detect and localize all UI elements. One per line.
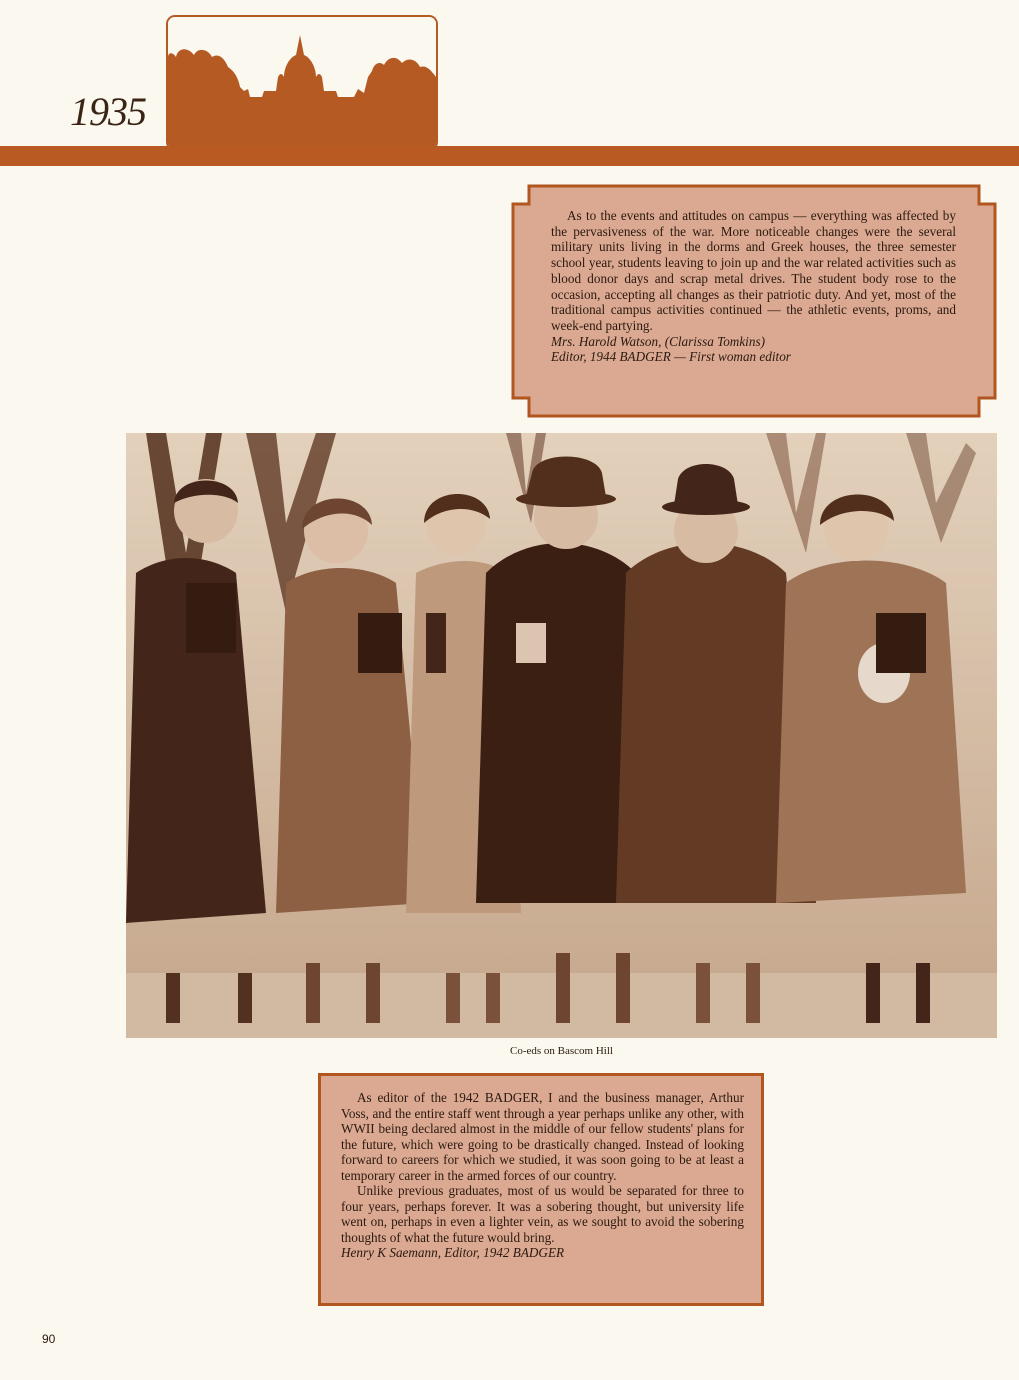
coeds-photo [126, 433, 997, 1038]
page-number: 90 [42, 1332, 56, 1346]
top-quote-box [511, 184, 997, 418]
top-quote-body: As to the events and attitudes on campus — everything was affected by the pervasiveness of the war. More noticeable changes were the several military units living in the dorms and Greek houses, the three semester school year, students leaving to join up and the war related activities such as blood donor days and scrap metal drives. The student body rose to the occasion, accepting all changes as their patriotic duty. And yet, most of the traditional campus activities continued — the athletic events, proms, and week-end partying. [551, 208, 956, 333]
bottom-quote-signature: Henry K Saemann, Editor, 1942 BADGER [341, 1245, 565, 1260]
capitol-silhouette-icon [168, 17, 436, 149]
capitol-emblem [166, 15, 438, 151]
top-quote-signature-title: Editor, 1944 BADGER — First woman editor [551, 349, 791, 365]
photo-illustration [126, 433, 997, 1038]
year-heading: 1935 [70, 89, 146, 134]
photo-caption: Co-eds on Bascom Hill [510, 1045, 613, 1057]
bottom-quote-box [318, 1073, 764, 1306]
top-quote-signature-name: Mrs. Harold Watson, (Clarissa Tomkins) [551, 333, 765, 349]
header-band [0, 146, 1019, 166]
bottom-quote-para-1: As editor of the 1942 BADGER, I and the business manager, Arthur Voss, and the entire staff went through a year perhaps unlike any other, with WWII being declared almost in the middle of our fellow students' plans for the future, which were going to be drastically changed. Instead of looking forward to careers for which we studied, it was soon going to be at least a temporary career in the armed forces of our country. [341, 1090, 744, 1183]
bottom-quote-para-2: Unlike previous graduates, most of us would be separated for three to four years, perhaps forever. It was a sobering thought, but university life went on, perhaps in even a lighter vein, as we sought to avoid the sobering thoughts of what the future would bring. [341, 1183, 744, 1245]
